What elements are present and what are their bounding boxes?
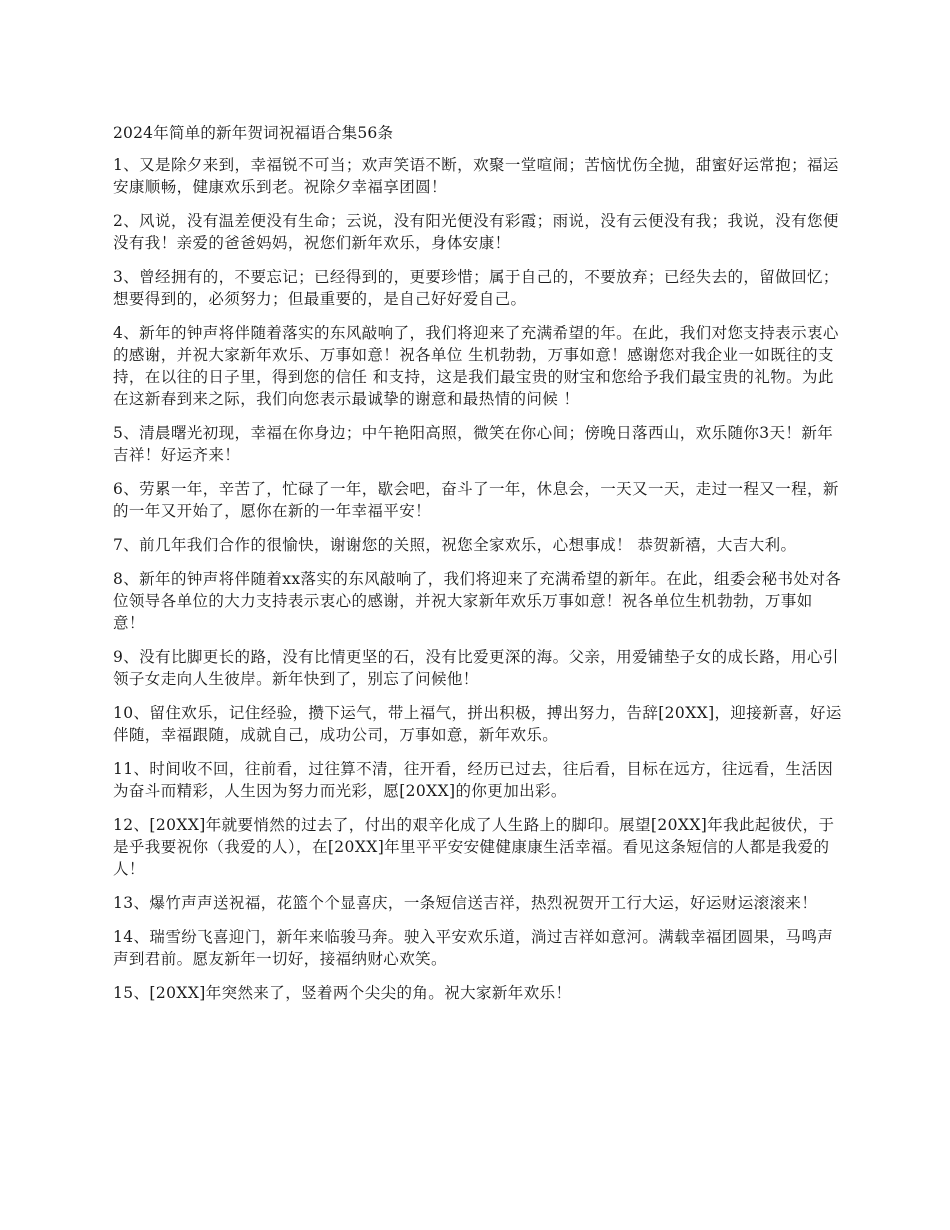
paragraph-6: 6、劳累一年，辛苦了，忙碌了一年，歇会吧，奋斗了一年，休息会，一天又一天，走过一程又一程，新的一年又开始了，愿你在新的一年幸福平安！ [113,480,839,520]
paragraph-14: 14、瑞雪纷飞喜迎门，新年来临骏马奔。驶入平安欢乐道，淌过吉祥如意河。满载幸福团圆果，马鸣声声到君前。愿友新年一切好，接福纳财心欢笑。 [113,928,834,968]
paragraph-2: 2、风说，没有温差便没有生命；云说，没有阳光便没有彩霞；雨说，没有云便没有我；我说，没有您便没有我！亲爱的爸爸妈妈，祝您们新年欢乐，身体安康！ [113,212,839,252]
paragraph-15: 15、[20XX]年突然来了，竖着两个尖尖的角。祝大家新年欢乐！ [113,984,572,1002]
paragraph-1: 1、又是除夕来到，幸福锐不可当；欢声笑语不断，欢聚一堂喧闹；苦恼忧伤全抛，甜蜜好运常抱；福运安康顺畅，健康欢乐到老。祝除夕幸福享团圆！ [113,156,839,196]
paragraph-5: 5、清晨曙光初现，幸福在你身边；中午艳阳高照，微笑在你心间；傍晚日落西山，欢乐随你3天！新年吉祥！好运齐来！ [113,424,834,464]
paragraph-9: 9、没有比脚更长的路，没有比情更坚的石，没有比爱更深的海。父亲，用爱铺垫子女的成长路，用心引领子女走向人生彼岸。新年快到了，别忘了问候他！ [113,648,839,688]
paragraph-4: 4、新年的钟声将伴随着落实的东风敲响了，我们将迎来了充满希望的年。在此，我们对您支持表示衷心的感谢，并祝大家新年欢乐、万事如意！祝各单位 生机勃勃，万事如意！感谢您对我企业一如既往的支持，在以往的日子里，得到您的信任 和支持，这是我们最宝贵的财宝和您给予我们最宝贵的礼物。为此在这新春到来之际，我们向您表示最诚挚的谢意和最热情的问候 ！ [113,324,839,408]
document-title: 2024年简单的新年贺词祝福语合集56条 [113,124,394,142]
paragraph-3: 3、曾经拥有的，不要忘记；已经得到的，更要珍惜；属于自己的，不要放弃；已经失去的，留做回忆；想要得到的，必须努力；但最重要的，是自己好好爱自己。 [113,268,839,308]
paragraph-11: 11、时间收不回，往前看，过往算不清，往开看，经历已过去，往后看，目标在远方，往远看，生活因为奋斗而精彩，人生因为努力而光彩，愿[20XX]的你更加出彩。 [113,760,834,800]
paragraph-12: 12、[20XX]年就要悄然的过去了，付出的艰辛化成了人生路上的脚印。展望[20XX]年我此起彼伏，于是乎我要祝你（我爱的人），在[20XX]年里平平安安健健康康生活幸福。看见这条短信的人都是我爱的人！ [113,816,835,878]
paragraph-8: 8、新年的钟声将伴随着xx落实的东风敲响了，我们将迎来了充满希望的新年。在此，组委会秘书处对各位领导各单位的大力支持表示衷心的感谢，并祝大家新年欢乐万事如意！祝各单位生机勃勃，万事如意！ [113,570,842,632]
document-page [113,122,843,1016]
paragraph-7: 7、前几年我们合作的很愉快，谢谢您的关照，祝您全家欢乐，心想事成！ 恭贺新禧，大吉大利。 [113,536,797,554]
paragraph-13: 13、爆竹声声送祝福，花篮个个显喜庆，一条短信送吉祥，热烈祝贺开工行大运，好运财运滚滚来！ [113,894,818,912]
paragraph-10: 10、留住欢乐，记住经验，攒下运气，带上福气，拼出积极，搏出努力，告辞[20XX]，迎接新喜，好运伴随，幸福跟随，成就自己，成功公司，万事如意，新年欢乐。 [113,704,842,744]
